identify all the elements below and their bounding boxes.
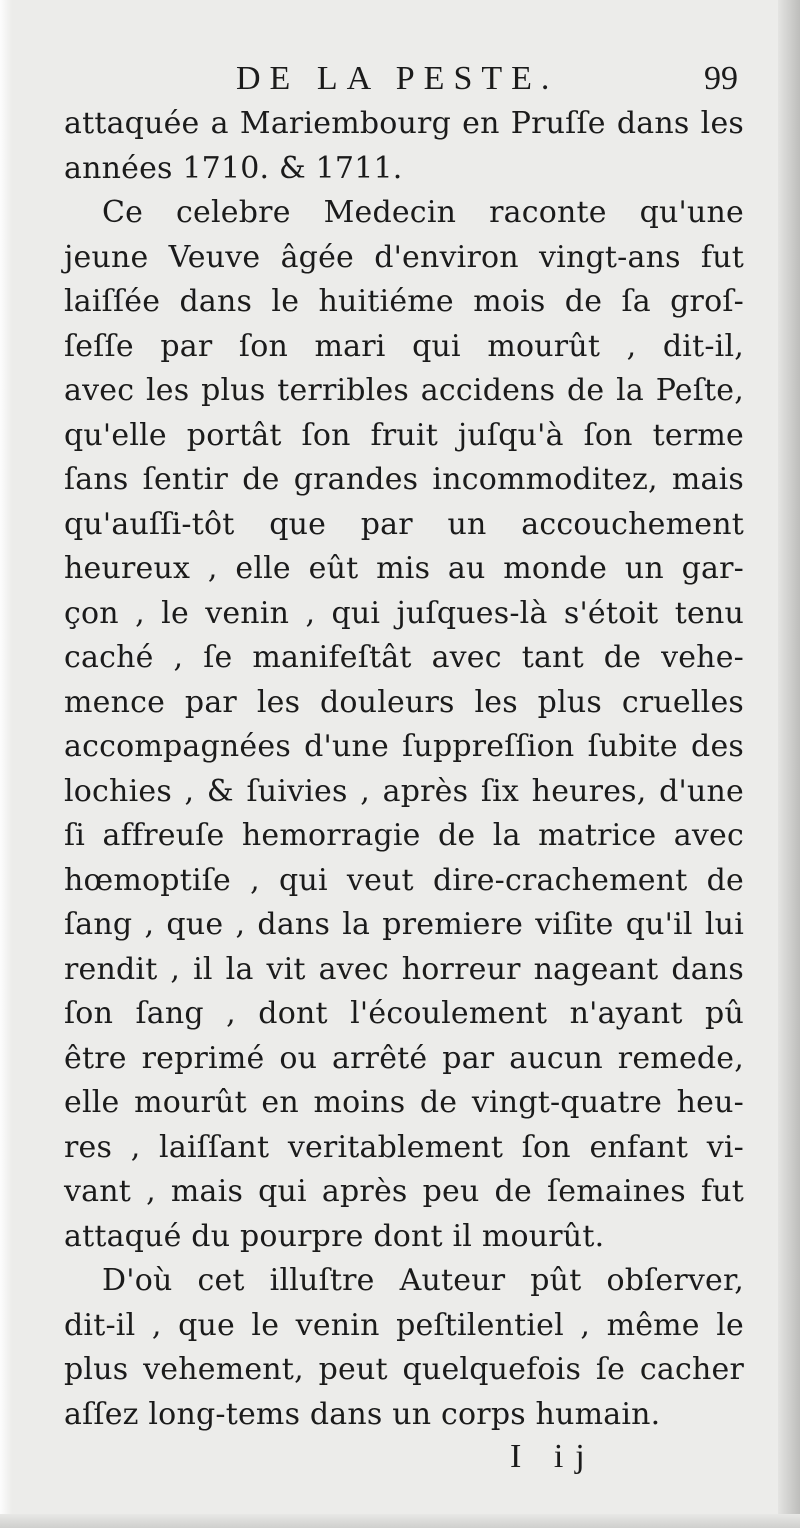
text-line: ſang , que , dans la premiere viſite qu'il lui [64,907,744,942]
running-title: DE LA PESTE. [236,60,559,97]
text-block [64,56,744,1437]
text-line: qu'auſſi-tôt que par un accouchement [64,506,744,542]
text-line: res , laiſſant veritablement ſon enfant vi- [64,1129,744,1165]
text-line: attaquée a Mariembourg en Pruſſe dans les [64,106,744,141]
text-line: D'où cet illuſtre Auteur pût obſerver, [102,1263,744,1298]
running-head [64,56,744,102]
text-line: lochies , & ſuivies , après ſix heures, d'une [64,773,744,809]
page-edge-left [0,0,12,1528]
text-line: qu'elle portât ſon fruit juſqu'à ſon terme [64,417,744,453]
text-line: laiſſée dans le huitiéme mois de ſa groſ- [64,284,744,319]
text-line: çon , le venin , qui juſques-là s'étoit tenu [64,595,744,631]
text-line: ſi affreuſe hemorragie de la matrice avec [64,818,744,853]
text-line: jeune Veuve âgée d'environ vingt-ans fut [64,239,744,275]
text-line: Ce celebre Medecin raconte qu'une [102,195,744,230]
text-line: caché , ſe manifeſtât avec tant de vehe- [64,640,744,675]
text-line: années 1710. & 1711. [64,150,403,186]
page-number: 99 [704,60,738,97]
page-edge-right [778,0,800,1528]
page-edge-bottom [0,1514,800,1528]
text-line: elle mourût en moins de vingt-quatre heu- [64,1085,744,1120]
text-line: aſſez long-tems dans un corps humain. [64,1396,661,1432]
text-line: être reprimé ou arrêté par aucun remede, [64,1040,744,1076]
text-line: rendit , il la vit avec horreur nageant dans [64,951,744,987]
text-line: attaqué du pourpre dont il mourût. [64,1218,605,1254]
signature-mark: I ij [510,1438,597,1475]
text-line: mence par les douleurs les plus cruelles [64,684,744,720]
text-line: plus vehement, peut quelquefois ſe cacher [64,1352,744,1387]
text-line: vant , mais qui après peu de ſemaines fut [64,1174,744,1209]
text-line: accompagnées d'une ſuppreſſion ſubite des [64,729,744,764]
text-line: dit-il , que le venin peſtilentiel , même le [64,1307,744,1343]
text-line: heureux , elle eût mis au monde un gar- [64,551,744,586]
text-line: hœmoptiſe , qui veut dire-crachement de [64,862,744,898]
text-line: ſeſſe par ſon mari qui mourût , dit-il, [64,328,744,364]
text-line: avec les plus terribles accidens de la Peſte, [64,373,744,408]
text-line: ſans ſentir de grandes incommoditez, mais [64,462,744,497]
text-line: ſon ſang , dont l'écoulement n'ayant pû [64,996,744,1031]
